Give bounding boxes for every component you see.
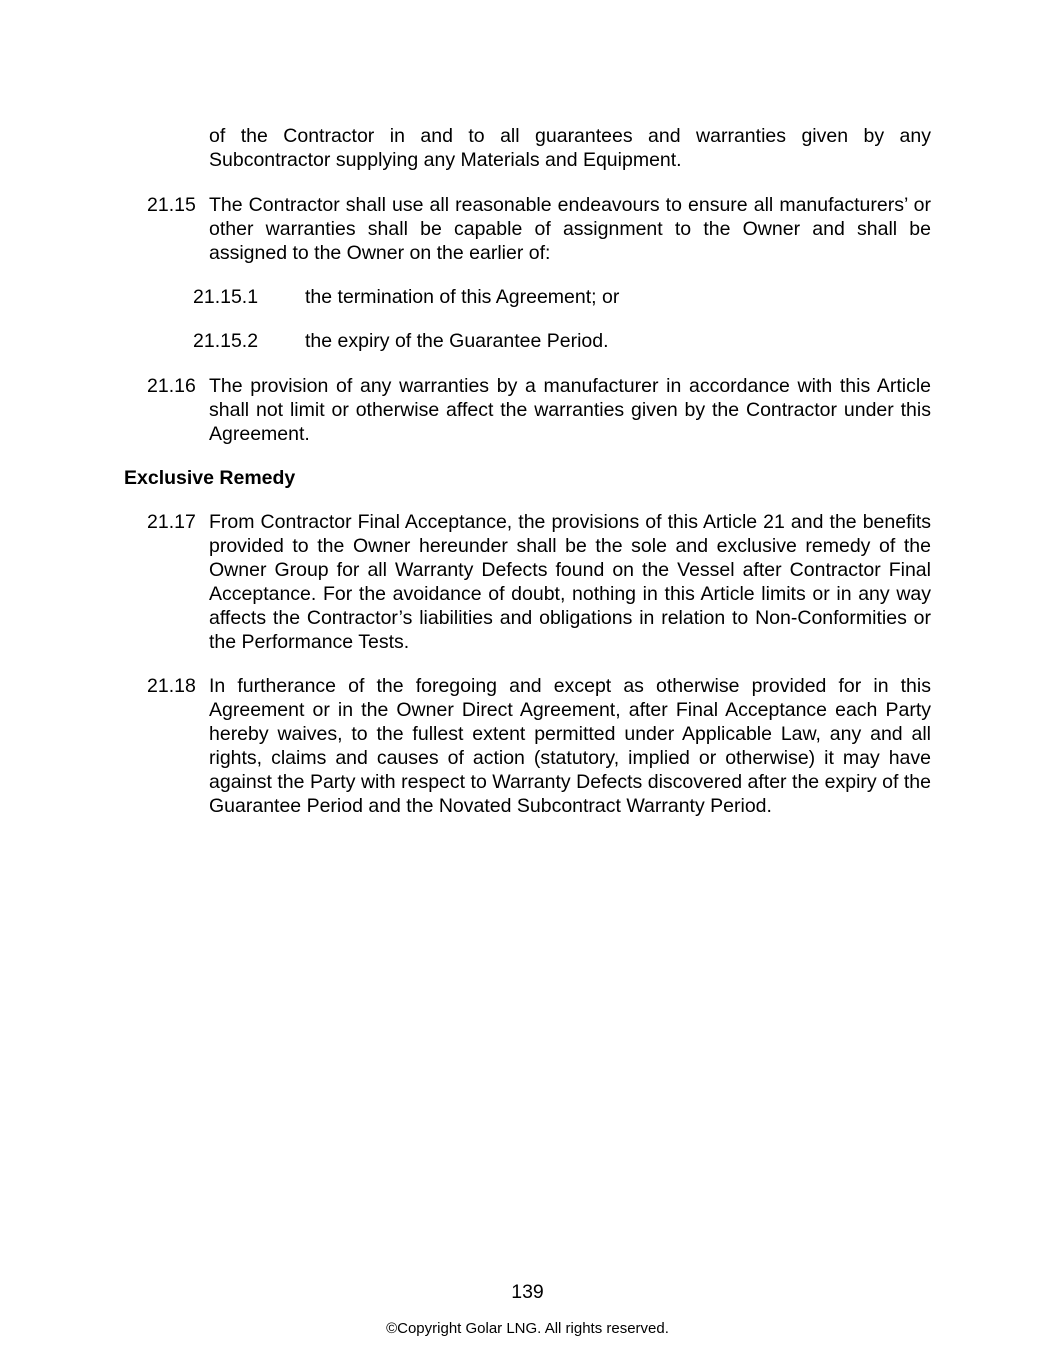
clause-number-21-16: 21.16 xyxy=(147,375,196,397)
clause-number-21-15: 21.15 xyxy=(147,194,196,216)
clause-text-21-15-1: the termination of this Agreement; or xyxy=(305,286,620,308)
clause-number-21-18: 21.18 xyxy=(147,675,196,697)
continuation-paragraph: of the Contractor in and to all guarantees and warranties given by any Subcontractor supplying any Materials and Equipment. xyxy=(209,125,931,171)
clause-text-21-15: The Contractor shall use all reasonable endeavours to ensure all manufacturers’ or other warranties shall be capable of assignment to the Owner and shall be assigned to the Owner on the earlier of: xyxy=(209,194,931,264)
clause-text-21-16: The provision of any warranties by a manufacturer in accordance with this Article shall not limit or otherwise affect the warranties given by the Contractor under this Agreement. xyxy=(209,375,931,445)
copyright-notice: ©Copyright Golar LNG. All rights reserved. xyxy=(386,1320,669,1337)
clause-number-21-15-2: 21.15.2 xyxy=(193,330,259,352)
section-heading-exclusive-remedy: Exclusive Remedy xyxy=(124,467,296,489)
clause-text-21-18: In furtherance of the foregoing and except as otherwise provided for in this Agreement or in the Owner Direct Agreement, after Final Acceptance each Party hereby waives, to the fullest extent permitted under Applicable Law, any and all rights, claims and causes of action (statutory, implied or otherwise) it may have against the Party with respect to Warranty Defects discovered after the expiry of the Guarantee Period and the Novated Subcontract Warranty Period. xyxy=(209,675,931,817)
page-number: 139 xyxy=(511,1281,544,1303)
clause-text-21-17: From Contractor Final Acceptance, the provisions of this Article 21 and the benefits provided to the Owner hereunder shall be the sole and exclusive remedy of the Owner Group for all Warranty Defects found on the Vessel after Contractor Final Acceptance. For the avoidance of doubt, nothing in this Article limits or in any way affects the Contractor’s liabilities and obligations in relation to Non-Conformities or the Performance Tests. xyxy=(209,511,931,653)
clause-number-21-15-1: 21.15.1 xyxy=(193,286,259,308)
clause-text-21-15-2: the expiry of the Guarantee Period. xyxy=(305,330,609,352)
clause-number-21-17: 21.17 xyxy=(147,511,196,533)
